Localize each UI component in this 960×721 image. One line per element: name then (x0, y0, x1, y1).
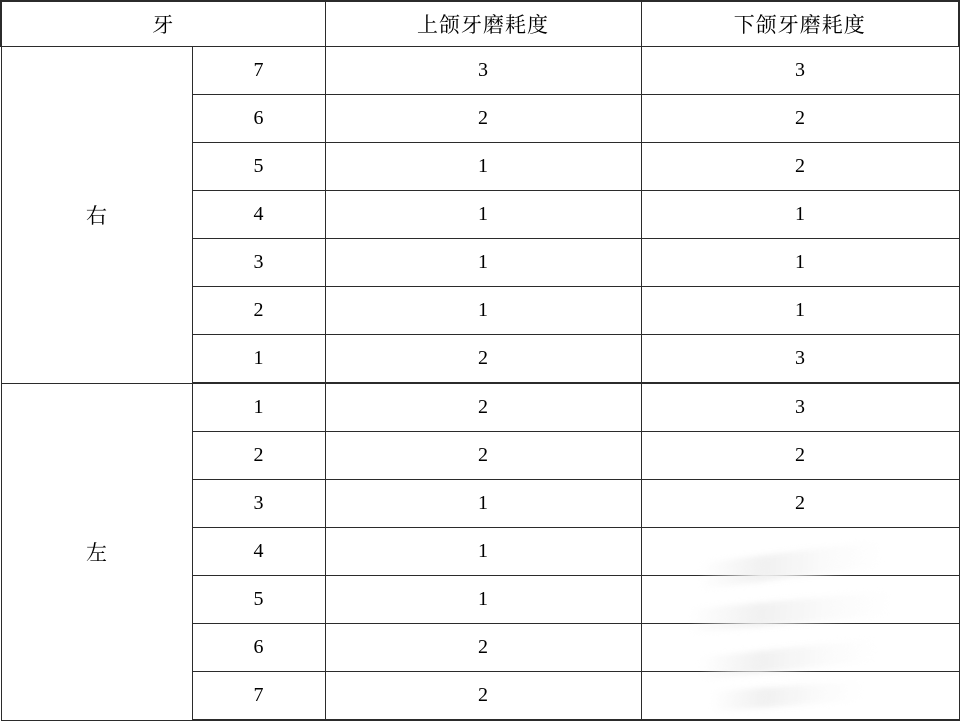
tooth-number: 5 (192, 576, 325, 624)
upper-wear-value: 1 (325, 576, 641, 624)
tooth-number: 1 (192, 335, 325, 384)
tooth-number: 2 (192, 287, 325, 335)
table-body (1, 47, 959, 721)
upper-wear-value: 1 (325, 239, 641, 287)
lower-wear-value: 1 (641, 239, 959, 287)
upper-wear-value: 1 (325, 480, 641, 528)
tooth-number: 2 (192, 432, 325, 480)
lower-wear-value (641, 528, 959, 576)
tooth-number: 5 (192, 143, 325, 191)
side-label-right: 右 (1, 47, 192, 384)
lower-wear-value (641, 672, 959, 721)
column-header-lower-wear: 下颌牙磨耗度 (641, 1, 959, 47)
lower-wear-value (641, 624, 959, 672)
upper-wear-value: 2 (325, 672, 641, 721)
tooth-number: 3 (192, 480, 325, 528)
upper-wear-value: 1 (325, 191, 641, 239)
lower-wear-value: 2 (641, 480, 959, 528)
upper-wear-value: 2 (325, 624, 641, 672)
column-header-upper-wear: 上颌牙磨耗度 (325, 1, 641, 47)
upper-wear-value: 3 (325, 47, 641, 95)
tooth-number: 1 (192, 383, 325, 432)
upper-wear-value: 2 (325, 432, 641, 480)
upper-wear-value: 1 (325, 143, 641, 191)
upper-wear-value: 1 (325, 287, 641, 335)
column-header-tooth: 牙 (1, 1, 325, 47)
lower-wear-value: 2 (641, 432, 959, 480)
tooth-number: 4 (192, 191, 325, 239)
lower-wear-value: 2 (641, 143, 959, 191)
tooth-number: 7 (192, 47, 325, 95)
lower-wear-value (641, 576, 959, 624)
table-row (1, 383, 959, 432)
lower-wear-value: 1 (641, 191, 959, 239)
table-row (1, 47, 959, 95)
side-label-left: 左 (1, 383, 192, 720)
tooth-number: 7 (192, 672, 325, 721)
lower-wear-value: 3 (641, 335, 959, 384)
lower-wear-value: 3 (641, 47, 959, 95)
tooth-number: 3 (192, 239, 325, 287)
tooth-number: 6 (192, 95, 325, 143)
tooth-number: 6 (192, 624, 325, 672)
lower-wear-value: 2 (641, 95, 959, 143)
lower-wear-value: 3 (641, 383, 959, 432)
upper-wear-value: 2 (325, 383, 641, 432)
lower-wear-value: 1 (641, 287, 959, 335)
header-row (1, 1, 959, 47)
upper-wear-value: 1 (325, 528, 641, 576)
upper-wear-value: 2 (325, 95, 641, 143)
upper-wear-value: 2 (325, 335, 641, 384)
tooth-number: 4 (192, 528, 325, 576)
table-header (1, 1, 959, 47)
